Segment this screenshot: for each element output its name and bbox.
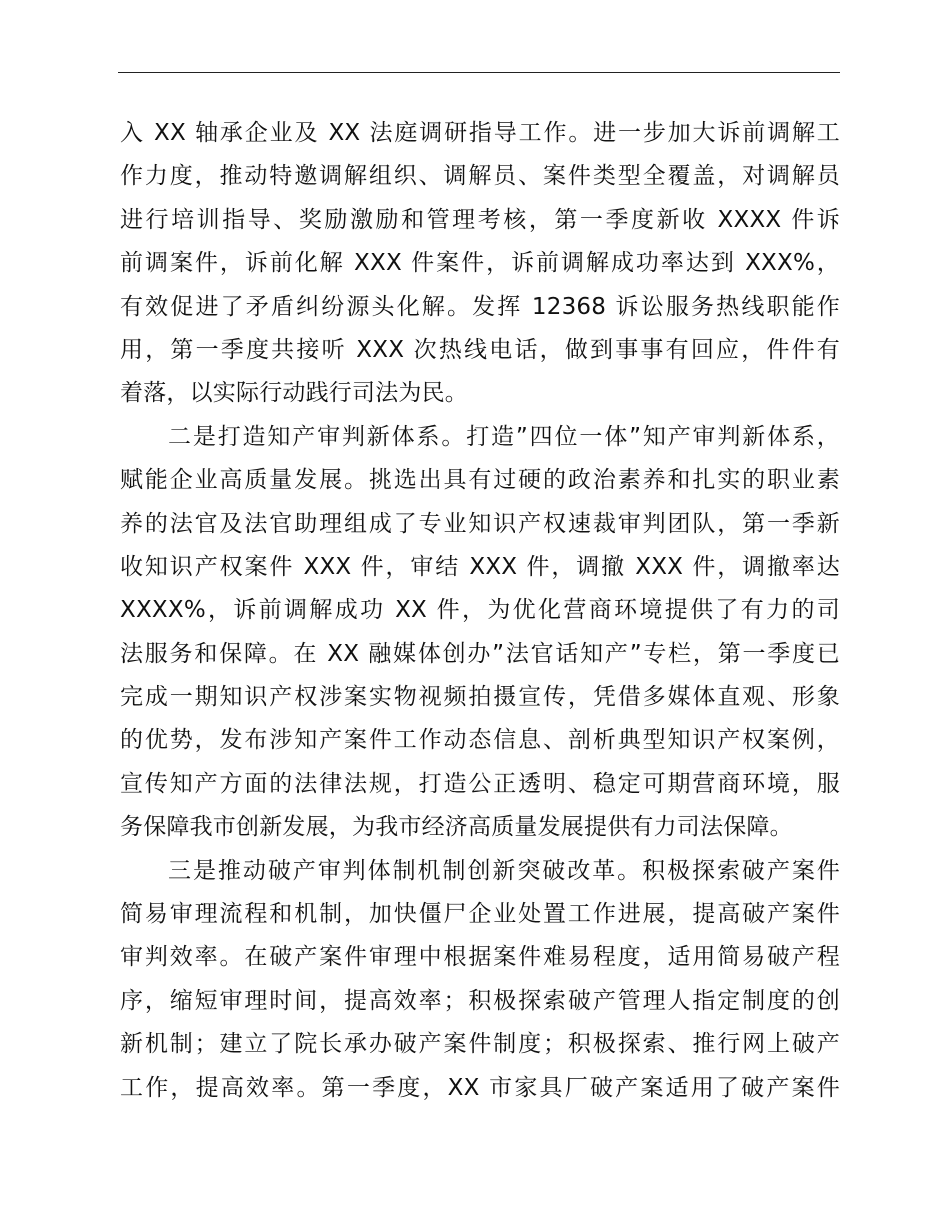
body-text: [120, 112, 840, 1110]
text-line: 用，第一季度共接听 XXX 次热线电话，做到事事有回应，件件有: [120, 336, 840, 363]
text-line: 赋能企业高质量发展。挑选出具有过硬的政治素养和扎实的职业素: [120, 467, 840, 494]
text-line: 作力度，推动特邀调解组织、调解员、案件类型全覆盖，对调解员: [120, 163, 840, 190]
text-line: 着落，以实际行动践行司法为民。: [120, 380, 468, 407]
text-line: XXXX%，诉前调解成功 XX 件，为优化营商环境提供了有力的司: [120, 597, 840, 624]
text-line: 三是推动破产审判体制机制创新突破改革。积极探索破产案件: [168, 857, 840, 884]
text-line: 新机制；建立了院长承办破产案件制度；积极探索、推行网上破产: [120, 1031, 840, 1058]
text-line: 简易审理流程和机制，加快僵尸企业处置工作进展，提高破产案件: [120, 901, 840, 928]
text-line: 序，缩短审理时间，提高效率；积极探索破产管理人指定制度的创: [120, 987, 840, 1014]
text-line: 完成一期知识产权涉案实物视频拍摄宣传，凭借多媒体直观、形象: [120, 684, 840, 711]
text-line: 有效促进了矛盾纠纷源头化解。发挥 12368 诉讼服务热线职能作: [120, 293, 840, 320]
text-line: 法服务和保障。在 XX 融媒体创办”法官话知产”专栏，第一季度已: [120, 640, 840, 667]
text-line: 二是打造知产审判新体系。打造”四位一体”知产审判新体系，: [168, 423, 840, 450]
text-line: 审判效率。在破产案件审理中根据案件难易程度，适用简易破产程: [120, 944, 840, 971]
text-line: 务保障我市创新发展，为我市经济高质量发展提供有力司法保障。: [120, 814, 793, 841]
text-line: 养的法官及法官助理组成了专业知识产权速裁审判团队，第一季新: [120, 510, 840, 537]
text-line: 进行培训指导、奖励激励和管理考核，第一季度新收 XXXX 件诉: [120, 206, 840, 233]
text-line: 前调案件，诉前化解 XXX 件案件，诉前调解成功率达到 XXX%，: [120, 250, 840, 277]
text-line: 入 XX 轴承企业及 XX 法庭调研指导工作。进一步加大诉前调解工: [120, 120, 840, 146]
text-line: 收知识产权案件 XXX 件，审结 XXX 件，调撤 XXX 件，调撤率达: [120, 553, 840, 580]
text-line: 工作，提高效率。第一季度，XX 市家具厂破产案适用了破产案件: [120, 1074, 840, 1101]
text-line: 宣传知产方面的法律法规，打造公正透明、稳定可期营商环境，服: [120, 770, 840, 797]
header-rule: [118, 72, 840, 73]
text-line: 的优势，发布涉知产案件工作动态信息、剖析典型知识产权案例，: [120, 727, 840, 754]
